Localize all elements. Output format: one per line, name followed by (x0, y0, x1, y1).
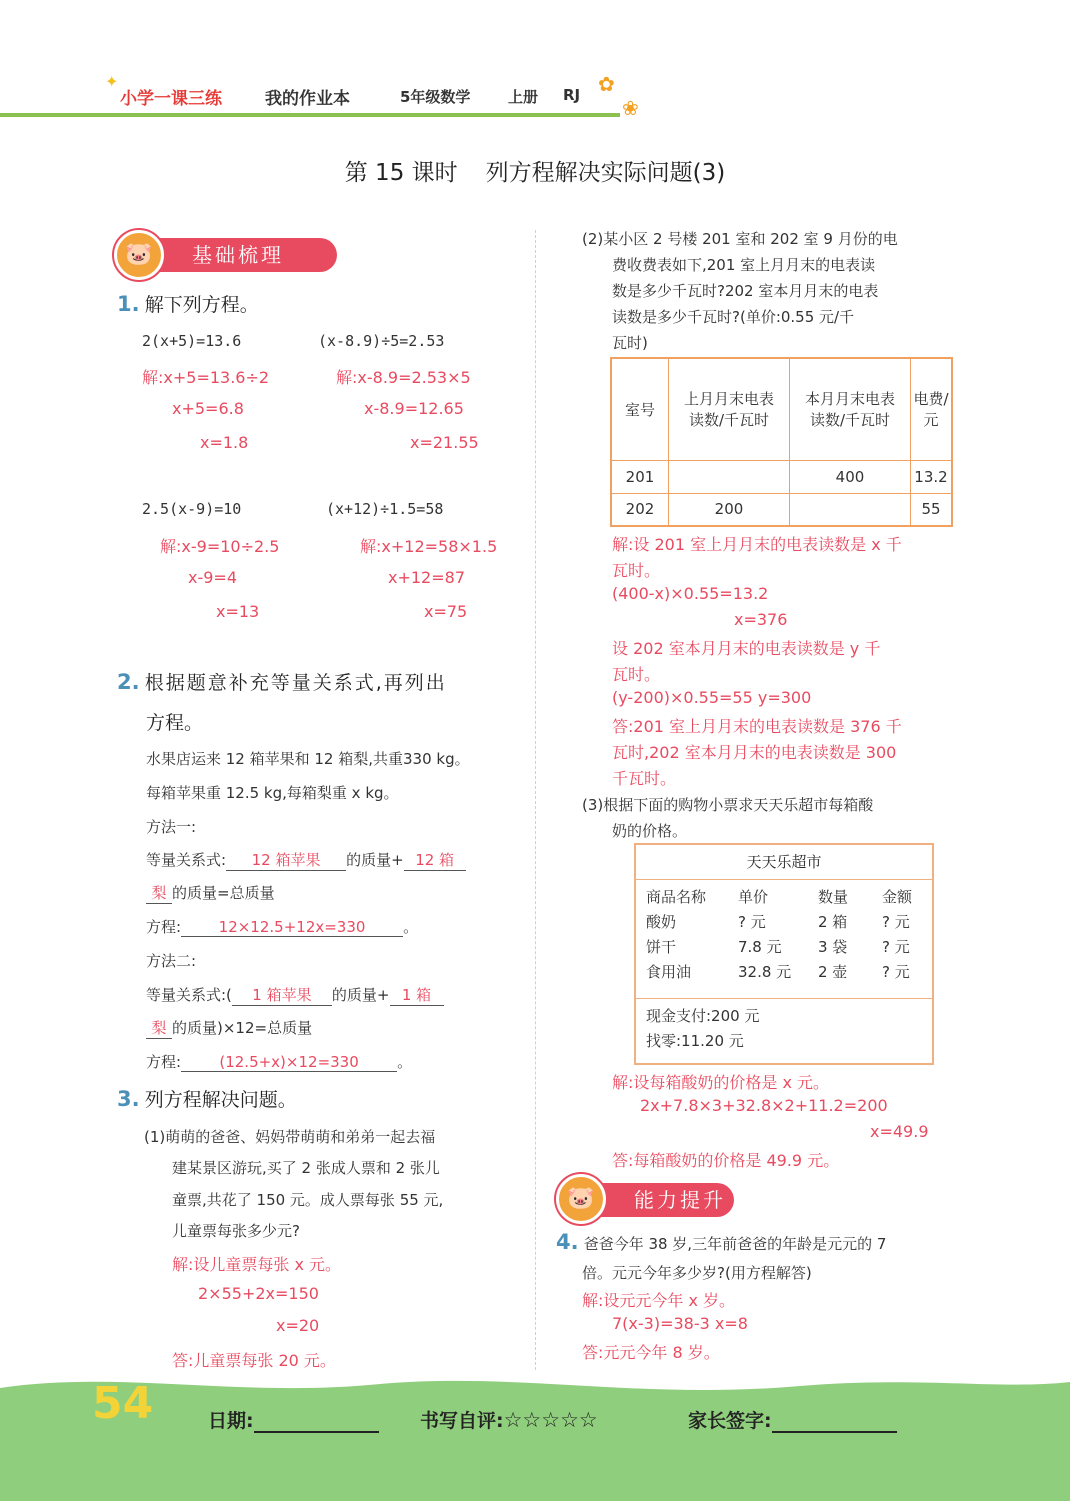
relation-text: 的质量+ (346, 851, 404, 869)
question-prompt: 列方程解决问题。 (144, 1089, 297, 1111)
question-4 (556, 1230, 886, 1254)
receipt-header: 单价 (738, 888, 769, 906)
relation-text: 的质量+ (331, 986, 390, 1004)
lesson-title (0, 154, 1070, 187)
section-basics: 基础梳理 (140, 238, 337, 272)
answer-statement: 瓦时,202 室本月月末的电表读数是 300 (612, 743, 897, 762)
solution-step: x=376 (734, 610, 788, 629)
solution-step: x-9=4 (188, 568, 238, 587)
solution-step: x=13 (216, 602, 260, 621)
problem-text: 奶的价格。 (612, 822, 688, 840)
equation: (x+12)÷1.5=58 (326, 500, 444, 518)
book-name: 我的作业本 (265, 89, 350, 109)
column-divider (535, 230, 536, 1370)
question-1 (117, 290, 259, 317)
parent-signature[interactable] (688, 1406, 897, 1433)
relation-label: 等量关系式: (146, 851, 227, 869)
table-cell (790, 493, 911, 526)
grade-label: 5年级数学 (400, 88, 471, 106)
question-prompt: 根据题意补充等量关系式,再列出 (144, 672, 447, 694)
receipt-cell: ? 元 (882, 938, 910, 956)
receipt-paid: 现金支付:200 元 (646, 1007, 760, 1025)
period: 。 (397, 1053, 413, 1071)
footer-wave (0, 1370, 1070, 1501)
question-prompt-cont: 方程。 (146, 712, 204, 734)
question-number: 3. (117, 1087, 140, 1111)
brand-name: 小学一课三练 (120, 89, 222, 109)
receipt-items (636, 879, 932, 998)
solution-step: x=49.9 (870, 1122, 929, 1141)
receipt-payment (636, 998, 932, 1055)
answer-blank[interactable]: (12.5+x)×12=330 (181, 1053, 397, 1072)
problem-text: 费收费表如下,201 室上月月末的电表读 (612, 256, 876, 274)
table-cell: 400 (790, 460, 911, 493)
receipt-header: 数量 (818, 888, 849, 906)
table-header: 本月月末电表读数/千瓦时 (790, 358, 911, 460)
signature-line[interactable] (772, 1413, 897, 1433)
solution-step: 解:设元元今年 x 岁。 (582, 1291, 736, 1310)
receipt-cell: 32.8 元 (738, 963, 792, 981)
problem-text: (2)某小区 2 号楼 201 室和 202 室 9 月份的电 (582, 230, 898, 248)
receipt-header: 商品名称 (646, 888, 707, 906)
relation-text: 的质量=总质量 (172, 884, 275, 902)
electricity-table (610, 357, 953, 527)
problem-text: 童票,共花了 150 元。成人票每张 55 元, (172, 1191, 444, 1209)
lesson-number: 第 15 课时 (344, 160, 458, 186)
solution-step: x=20 (276, 1316, 320, 1335)
relation-text: 的质量)×12=总质量 (172, 1019, 313, 1037)
problem-text: 读数是多少千瓦时?(单价:0.55 元/千 (612, 308, 855, 326)
question-number: 2. (117, 670, 140, 694)
receipt-cell: 7.8 元 (738, 938, 782, 956)
equation: 2(x+5)=13.6 (142, 332, 242, 350)
receipt-cell: ? 元 (738, 913, 766, 931)
table-cell: 55 (911, 493, 953, 526)
receipt-cell: 2 壶 (818, 963, 848, 981)
equation-label: 方程: (146, 1053, 182, 1071)
table-cell: 202 (611, 493, 669, 526)
pig-mascot-icon: 🐷 (114, 230, 164, 280)
receipt-cell: 2 箱 (818, 913, 848, 931)
term-label: 上册 (508, 88, 539, 106)
answer-statement: 答:每箱酸奶的价格是 49.9 元。 (612, 1151, 840, 1170)
relation-line (146, 1017, 312, 1039)
page-number: 54 (92, 1378, 154, 1429)
relation-line (146, 882, 275, 904)
method-label: 方法二: (146, 952, 197, 970)
date-field[interactable] (208, 1406, 379, 1433)
solution-step: (400-x)×0.55=13.2 (612, 584, 769, 603)
answer-blank[interactable]: 12 箱 (404, 849, 466, 871)
solution-step: 瓦时。 (612, 665, 661, 684)
answer-statement: 答:元元今年 8 岁。 (582, 1343, 720, 1362)
problem-text: 每箱苹果重 12.5 kg,每箱梨重 x kg。 (146, 784, 399, 802)
solution-step: x=1.8 (200, 433, 249, 452)
solution-step: x=75 (424, 602, 468, 621)
problem-text: 数是多少千瓦时?202 室本月月末的电表 (612, 282, 879, 300)
equation: 2.5(x-9)=10 (142, 500, 242, 518)
table-header: 电费/元 (911, 358, 953, 460)
shopping-receipt (634, 843, 934, 1065)
equation-label: 方程: (146, 918, 182, 936)
equation-line (146, 1051, 412, 1072)
receipt-row (646, 961, 922, 986)
solution-step: 解:x-8.9=2.53×5 (336, 368, 471, 387)
equation-line (146, 916, 418, 937)
receipt-cell: 饼干 (646, 938, 677, 956)
table-cell (669, 460, 790, 493)
solution-step: 7(x-3)=38-3 x=8 (612, 1314, 748, 1333)
solution-step: (y-200)×0.55=55 y=300 (612, 688, 812, 707)
header-rule (0, 113, 620, 117)
answer-blank[interactable]: 1 箱苹果 (232, 984, 332, 1006)
date-line[interactable] (254, 1413, 379, 1433)
relation-line (146, 984, 444, 1006)
problem-text: 儿童票每张多少元? (172, 1222, 300, 1240)
solution-step: 2x+7.8×3+32.8×2+11.2=200 (640, 1096, 888, 1115)
problem-text: 建某景区游玩,买了 2 张成人票和 2 张儿 (172, 1159, 440, 1177)
flower-icon: ❀ (622, 96, 639, 120)
solution-step: x+12=87 (388, 568, 465, 587)
edition-label: RJ (563, 86, 581, 104)
lesson-topic: 列方程解决实际问题(3) (485, 160, 726, 186)
answer-statement: 答:201 室上月月末的电表读数是 376 千 (612, 717, 902, 736)
date-label: 日期: (208, 1410, 254, 1432)
answer-statement: 千瓦时。 (612, 769, 677, 788)
section-ability: 能力提升 (582, 1183, 734, 1217)
bee-icon: ✿ (598, 72, 615, 96)
question-prompt: 解下列方程。 (144, 294, 259, 316)
answer-blank[interactable]: 梨 (146, 882, 172, 904)
solution-step: 瓦时。 (612, 561, 661, 580)
receipt-header-row (646, 886, 922, 911)
table-row (611, 460, 952, 493)
solution-step: x=21.55 (410, 433, 479, 452)
solution-step: 解:x-9=10÷2.5 (160, 537, 280, 556)
receipt-cell: ? 元 (882, 963, 910, 981)
problem-text: (3)根据下面的购物小票求天天乐超市每箱酸 (582, 796, 874, 814)
solution-step: 解:设 201 室上月月末的电表读数是 x 千 (612, 535, 902, 554)
question-2 (117, 668, 447, 695)
solution-step: 解:x+5=13.6÷2 (142, 368, 270, 387)
relation-line (146, 849, 466, 871)
receipt-cell: 3 袋 (818, 938, 848, 956)
table-header-row (611, 358, 952, 460)
problem-text: 瓦时) (612, 334, 648, 352)
period: 。 (403, 918, 419, 936)
receipt-header: 金额 (882, 888, 913, 906)
question-number: 4. (556, 1230, 579, 1254)
star-rating-icon[interactable]: ☆☆☆☆☆ (503, 1408, 598, 1432)
problem-text: 水果店运来 12 箱苹果和 12 箱梨,共重330 kg。 (146, 750, 470, 768)
answer-blank[interactable]: 梨 (146, 1017, 172, 1039)
receipt-row (646, 936, 922, 961)
pig-mascot-icon: 🐷 (556, 1174, 606, 1224)
question-prompt: 爸爸今年 38 岁,三年前爸爸的年龄是元元的 7 (583, 1235, 887, 1253)
solution-step: x+5=6.8 (172, 399, 244, 418)
answer-blank[interactable]: 1 箱 (390, 984, 444, 1006)
solution-step: 解:设儿童票每张 x 元。 (172, 1255, 342, 1274)
solution-step: 2×55+2x=150 (198, 1284, 319, 1303)
method-label: 方法一: (146, 818, 197, 836)
answer-blank[interactable]: 12×12.5+12x=330 (181, 918, 403, 937)
solution-step: 解:x+12=58×1.5 (360, 537, 498, 556)
problem-text: (1)萌萌的爸爸、妈妈带萌萌和弟弟一起去福 (144, 1128, 436, 1146)
table-cell: 200 (669, 493, 790, 526)
self-eval (420, 1406, 598, 1433)
receipt-store-name: 天天乐超市 (746, 853, 822, 871)
sparkle-icon: ✦ (105, 72, 119, 91)
solution-step: x-8.9=12.65 (364, 399, 464, 418)
answer-statement: 答:儿童票每张 20 元。 (172, 1351, 336, 1370)
question-prompt-cont: 倍。元元今年多少岁?(用方程解答) (582, 1264, 812, 1282)
table-header: 室号 (611, 358, 669, 460)
receipt-cell: ? 元 (882, 913, 910, 931)
table-cell: 13.2 (911, 460, 953, 493)
question-number: 1. (117, 292, 140, 316)
self-eval-label: 书写自评: (420, 1410, 504, 1432)
receipt-cell: 酸奶 (646, 913, 677, 931)
relation-label: 等量关系式:( (146, 986, 232, 1004)
receipt-change: 找零:11.20 元 (646, 1032, 744, 1050)
table-header: 上月月末电表读数/千瓦时 (669, 358, 790, 460)
table-row (611, 493, 952, 526)
solution-step: 解:设每箱酸奶的价格是 x 元。 (612, 1073, 830, 1092)
answer-blank[interactable]: 12 箱苹果 (226, 849, 346, 871)
table-cell: 201 (611, 460, 669, 493)
receipt-row (646, 911, 922, 936)
solution-step: 设 202 室本月月末的电表读数是 y 千 (612, 639, 881, 658)
question-3 (117, 1085, 297, 1112)
receipt-cell: 食用油 (646, 963, 692, 981)
equation: (x-8.9)÷5=2.53 (318, 332, 445, 350)
parent-label: 家长签字: (688, 1410, 772, 1432)
